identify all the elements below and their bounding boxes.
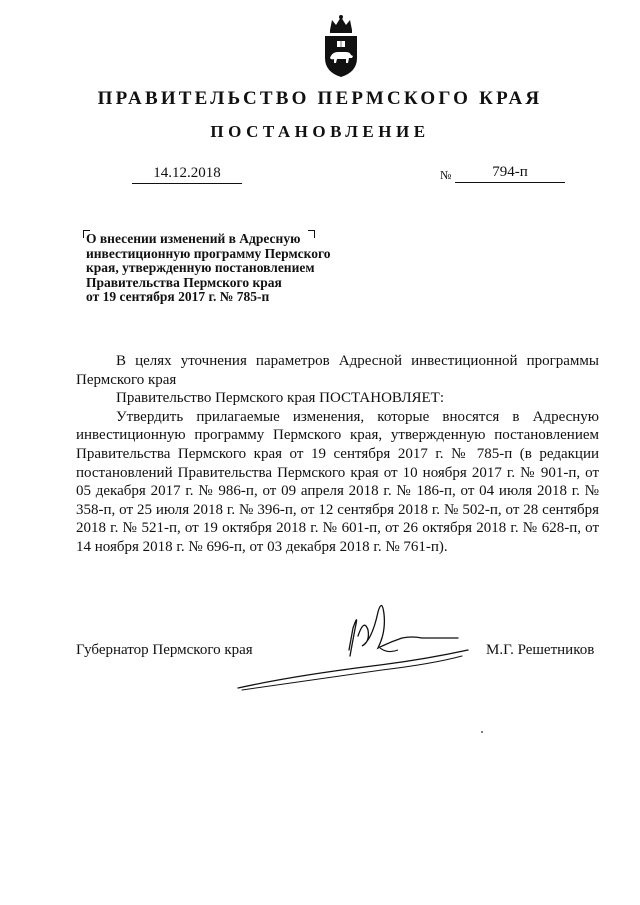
subject-line: О внесении изменений в Адресную [86, 231, 301, 246]
subject-line: инвестиционную программу Пермского [86, 245, 331, 261]
scan-speck [481, 731, 483, 733]
subject-line: Правительства Пермского края [86, 274, 282, 290]
handwritten-signature [232, 584, 472, 694]
body-paragraph-purpose: В целях уточнения параметров Адресной инвестиционной программы Пермского края [76, 353, 599, 388]
document-type: ПОСТАНОВЛЕНИЕ [210, 122, 430, 141]
document-date: 14.12.2018 [132, 165, 242, 184]
perm-krai-coat-of-arms-icon [322, 14, 360, 78]
document-body [76, 352, 599, 557]
subject-line: края, утвержденную постановлением [86, 260, 315, 275]
subject-line: от 19 сентября 2017 г. № 785-п [86, 289, 270, 304]
document-number: 794-п [455, 164, 565, 183]
signatory-name: М.Г. Решетников [486, 642, 595, 658]
body-paragraph-approve: Утвердить прилагаемые изменения, которые вносятся в Адресную инвестиционную программу Пермского края, утвержденную постановлением Правительства Пермского края от 19 сентября 2017 г. № 785-п (в редакции постановлений Правительства Пермского края от 10 ноября 2017 г. № 901-п, от 05 декабря 2017 г. № 986-п, от 09 апреля 2018 г. № 186-п, от 04 июля 2018 г. № 358-п, от 25 июля 2018 г. № 396-п, от 12 сентября 2018 г. № 502-п, от 28 сентября 2018 г. № 521-п, от 19 октября 2018 г. № 601-п, от 26 октября 2018 г. № 628-п, от 14 ноября 2018 г. № 696-п, от 03 декабря 2018 г. № 761-п). [76, 408, 599, 555]
government-title: ПРАВИТЕЛЬСТВО ПЕРМСКОГО КРАЯ [97, 88, 543, 109]
signatory-position: Губернатор Пермского края [76, 642, 253, 658]
number-sign: № [440, 168, 452, 182]
body-paragraph-decree: Правительство Пермского края ПОСТАНОВЛЯЕТ: [116, 390, 445, 407]
document-subject [86, 232, 386, 305]
